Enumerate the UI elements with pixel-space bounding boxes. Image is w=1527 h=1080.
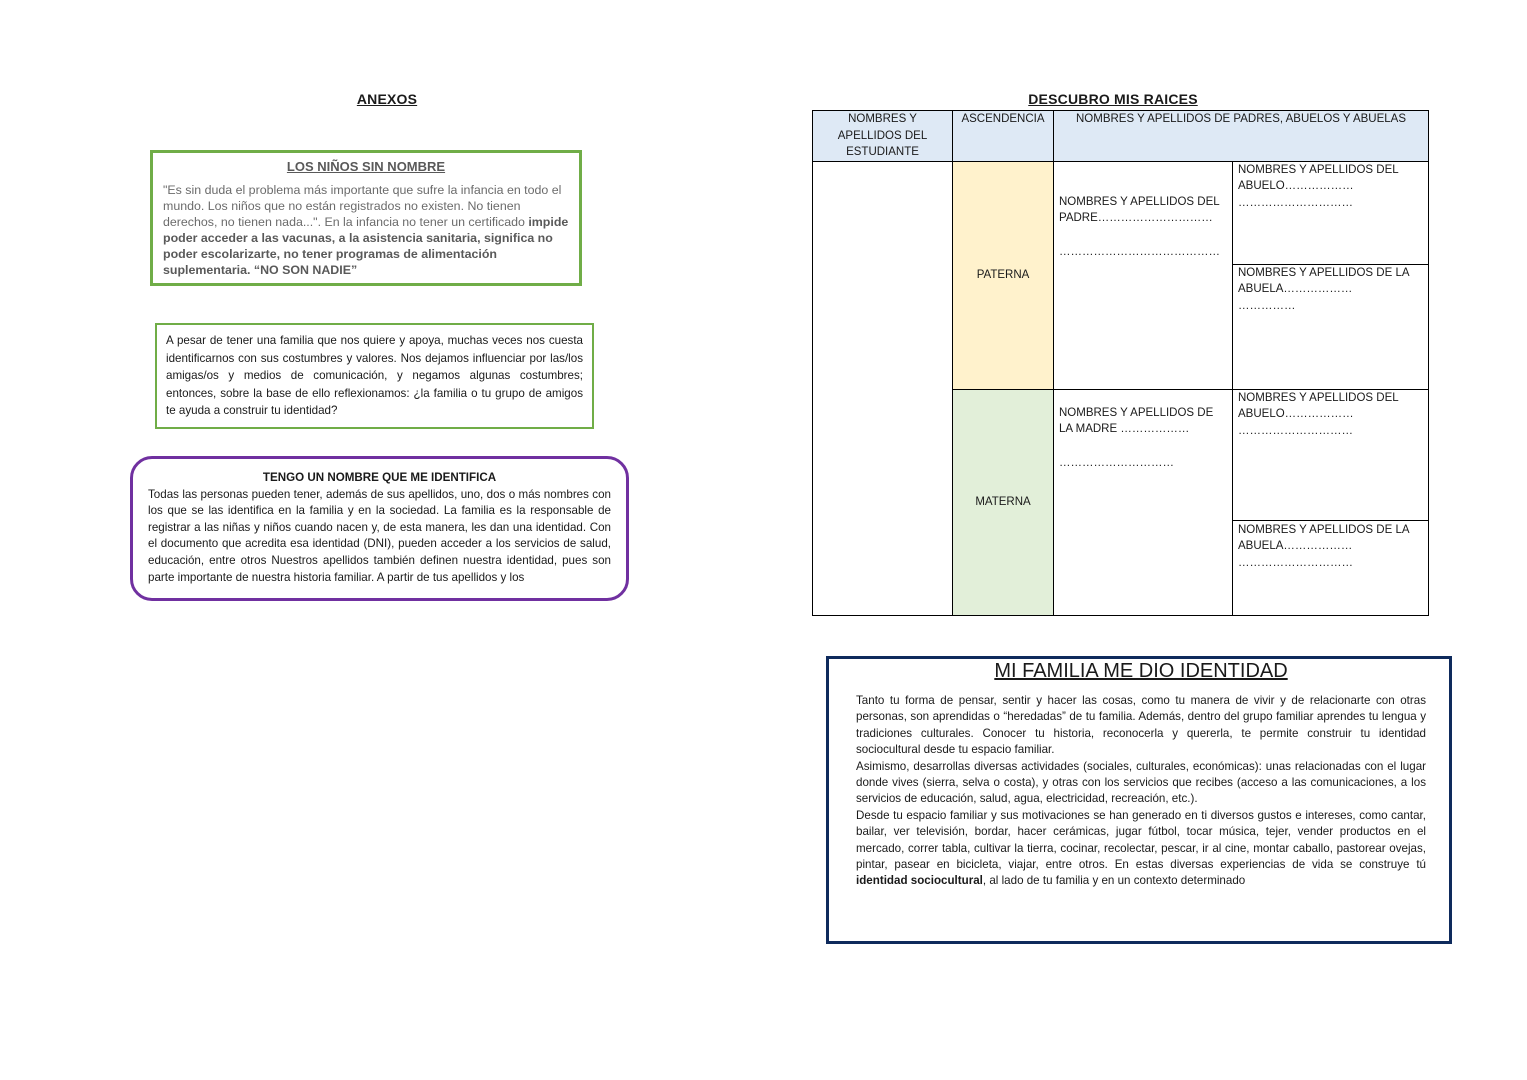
text-bold: impide poder acceder a las vacunas, a la asistencia sanitaria, significa no poder escolarizarte, no tener programas de alimentación suplementaria. “NO SON NADIE” [163, 215, 569, 277]
anexos-title: ANEXOS [356, 91, 418, 107]
padre-dots: …………………………………… [1059, 245, 1220, 258]
box-tengo-un-nombre [130, 456, 629, 601]
box-paragraph-1: Tanto tu forma de pensar, sentir y hacer las cosas, como tu manera de vivir y de relacionarte con otras personas, son aprendidas o “heredadas” de tu familia. Además, dentro del grupo familiar aprendes tu lengua y tradiciones culturales. Conocer tu historia, reconocerla y quererla, te permite construir tu identidad sociocultural desde tu espacio familiar. [856, 694, 1426, 757]
header-familiares: NOMBRES Y APELLIDOS DE PADRES, ABUELOS Y ABUELAS [1054, 111, 1429, 162]
box-paragraph: Todas las personas pueden tener, además de sus apellidos, uno, dos o más nombres con los que se las identifica en la familia y en la sociedad. La familia es la responsable de registrar a las niñas y niños cuando nacen y, de esta manera, les dan una identidad. Con el documento que acredita esa identidad (DNI), pueden acceder a los servicios de salud, educación, entre otros Nuestros apellidos también definen nuestra identidad, pues son parte importante de nuestra historia familiar. A partir de tus apellidos y los [148, 487, 611, 584]
abuela-paterna-label: NOMBRES Y APELLIDOS DE LA ABUELA……………… [1238, 266, 1409, 295]
box-title: MI FAMILIA ME DIO IDENTIDAD [994, 660, 1288, 682]
box-paragraph-2: Asimismo, desarrollas diversas actividades (sociales, culturales, económicas): unas relacionadas con el lugar donde vives (sierra, selva o costa), y otras con los servicios que recibes (acceso a las comunicaciones, a los servicios de educación, salud, agua, electricidad, recreación, etc.). [856, 759, 1426, 806]
abuelo-paterno-dots: ………………………… [1238, 196, 1353, 209]
cell-abuelo-materno[interactable] [1233, 389, 1429, 520]
text-plain-end: , al lado de tu familia y en un contexto determinado [982, 874, 1246, 888]
header-estudiante: NOMBRES Y APELLIDOS DEL ESTUDIANTE [813, 111, 953, 162]
box-paragraph [163, 182, 569, 278]
header-ascendencia: ASCENDENCIA [953, 111, 1054, 162]
box-paragraph: A pesar de tener una familia que nos quiere y apoya, muchas veces nos cuesta identificarnos con sus costumbres y valores. Nos dejamos influenciar por las/los amigas/os y medios de comunicación, y negamos algunas costumbres; entonces, sobre la base de ello reflexionamos: ¿la familia o tu grupo de amigos te ayuda a construir tu identidad? [166, 334, 583, 418]
cell-padre[interactable] [1054, 161, 1233, 389]
abuela-materna-label: NOMBRES Y APELLIDOS DE LA ABUELA……………… [1238, 523, 1409, 552]
cell-estudiante[interactable] [813, 161, 953, 615]
text-plain: "Es sin duda el problema más importante que sufre la infancia en todo el mundo. Los niños que no están registrados no existen. No tienen derechos, no tienen nada...". En la infancia no tener un certificado [163, 183, 562, 229]
raices-table [812, 110, 1429, 616]
cell-madre[interactable] [1054, 389, 1233, 615]
box-title: LOS NIÑOS SIN NOMBRE [286, 159, 446, 174]
box-paragraph-3 [856, 808, 1426, 890]
cell-abuela-paterna[interactable] [1233, 264, 1429, 389]
abuela-materna-dots: ………………………… [1238, 556, 1353, 569]
cell-abuelo-paterno[interactable] [1233, 161, 1429, 264]
text-plain: Desde tu espacio familiar y sus motivaciones se han generado en ti diversos gustos e intereses, como cantar, bailar, ver televisión, bordar, hacer cerámicas, jugar fútbol, tocar música, tejer, vender productos en el mercado, correr tabla, cultivar la tierra, cocinar, recolectar, pescar, ir al cine, montar caballo, pastorear ovejas, pintar, pasear en bicicleta, viajar, entre otros. En estas diversas experiencias de vida se construye tú [856, 808, 1426, 872]
abuelo-materno-label: NOMBRES Y APELLIDOS DEL ABUELO……………… [1238, 391, 1399, 420]
abuelo-materno-dots: ………………………… [1238, 424, 1353, 437]
abuela-paterna-dots: …………… [1238, 299, 1296, 312]
abuelo-paterno-label: NOMBRES Y APELLIDOS DEL ABUELO……………… [1238, 163, 1399, 192]
box-reflexion-familia [155, 323, 594, 429]
descubro-mis-raices-title: DESCUBRO MIS RAICES [1028, 91, 1198, 107]
text-bold: identidad sociocultural [856, 874, 983, 888]
padre-label: NOMBRES Y APELLIDOS DEL PADRE………………………… [1059, 195, 1220, 224]
box-los-ninos-sin-nombre [150, 150, 582, 286]
box-title: TENGO UN NOMBRE QUE ME IDENTIFICA [262, 471, 497, 484]
madre-label: NOMBRES Y APELLIDOS DE LA MADRE ……………… [1059, 406, 1214, 435]
cell-materna: MATERNA [953, 389, 1054, 615]
cell-paterna: PATERNA [953, 161, 1054, 389]
madre-dots: ………………………… [1059, 456, 1174, 469]
cell-abuela-materna[interactable] [1233, 520, 1429, 615]
box-mi-familia-me-dio-identidad [826, 656, 1452, 944]
